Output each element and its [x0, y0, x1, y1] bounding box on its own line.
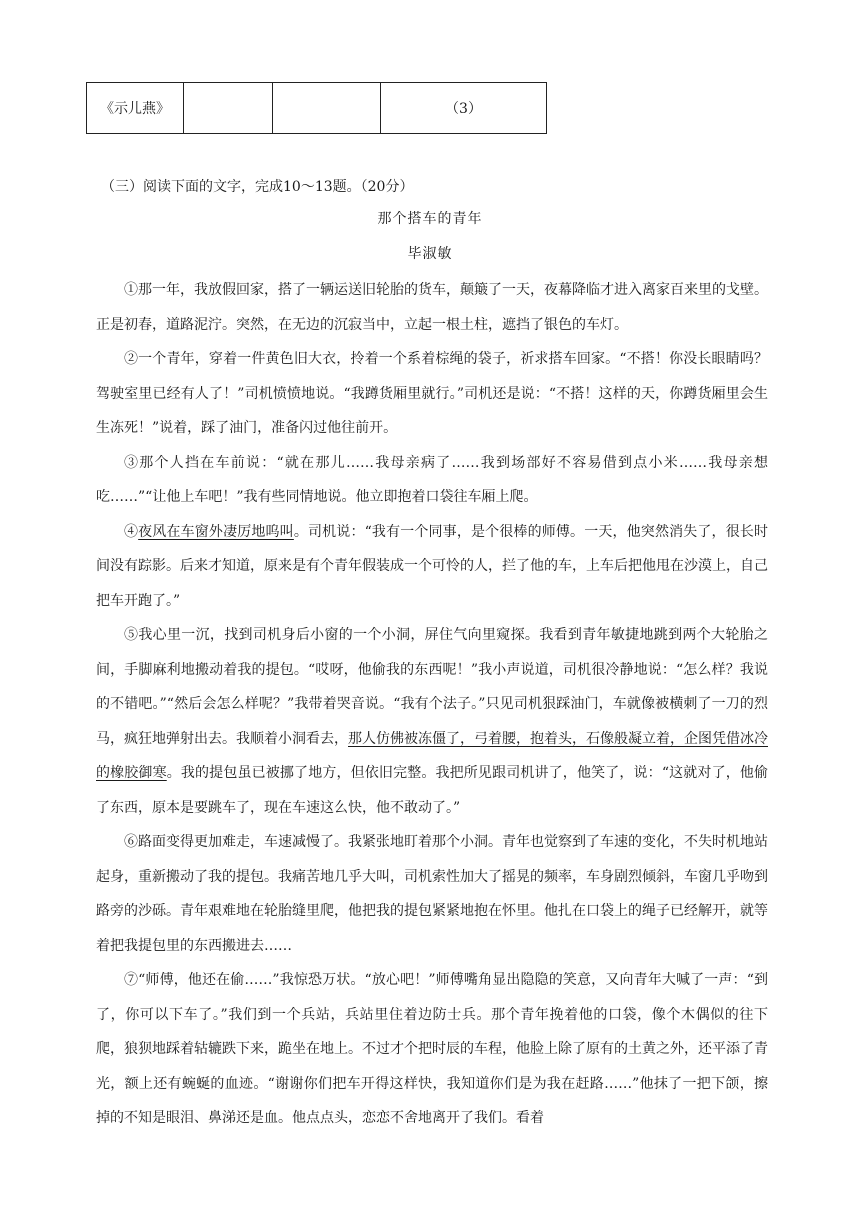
paragraph-text: ①那一年，我放假回家，搭了一辆运送旧轮胎的货车，颠簸了一天，夜幕降临才进入离家百来里的戈壁。正是初春，道路泥泞。突然，在无边的沉寂当中，立起一根土柱，遮挡了银色的车灯。 [96, 282, 768, 333]
article-author: 毕淑敏 [407, 246, 453, 262]
section-header: （三）阅读下面的文字，完成10～13题。（20分） [101, 179, 414, 195]
paragraph-text: ②一个青年，穿着一件黄色旧大衣，拎着一个系着棕绳的袋子，祈求搭车回家。“不搭！你没长眼睛吗？驾驶室里已经有人了！”司机愤愤地说。“我蹲货厢里就行。”司机还是说：“不搭！这样的天，你蹲货厢里会生生冻死！”说着，踩了油门，准备闪过他往前开。 [96, 351, 768, 436]
paragraph-text: ④ [124, 523, 139, 540]
paragraph-text: ⑦“师傅，他还在偷……”我惊恐万状。“放心吧！”师傅嘴角显出隐隐的笑意，又向青年大喊了一声：“到了，你可以下车了。”我们到一个兵站，兵站里住着边防士兵。那个青年挽着他的口袋，像个木偶似的往下爬，狼狈地踩着轱辘跌下来，跪坐在地上。不过才个把时辰的车程，他脸上除了原有的土黄之外，还平添了青光，额上还有蜿蜒的血迹。“谢谢你们把车开得这样快，我知道你们是为我在赶路……”他抹了一把下颌，擦掉的不知是眼泪、鼻涕还是血。他点点头，恋恋不舍地离开了我们。看着 [96, 972, 768, 1126]
article-paragraph [96, 825, 768, 963]
poem-table-fragment [86, 82, 547, 134]
paragraph-text: ⑤我心里一沉，找到司机身后小窗的一个小洞，屏住气向里窥探。我看到青年敏捷地跳到两个大轮胎之间，手脚麻利地搬动着我的提包。“哎呀，他偷我的东西呢！”我小声说道，司机很冷静地说：“怎么样？我说的不错吧。”“然后会怎么样呢？”我带着哭音说。“我有个法子。”只见司机狠踩油门，车就像被横刺了一刀的烈马，疯狂地弹射出去。我顺着小洞看去， [96, 627, 768, 747]
article-paragraph [96, 273, 768, 342]
article-body [96, 273, 768, 1136]
table-row [87, 83, 547, 134]
article-title: 那个搭车的青年 [377, 211, 483, 227]
article-paragraph [96, 618, 768, 825]
article-paragraph [96, 515, 768, 619]
underlined-phrase: 夜风在车窗外凄厉地呜叫 [138, 523, 294, 540]
table-cell-poem-title: 《示儿燕》 [87, 83, 184, 134]
table-cell-empty [273, 83, 381, 134]
article-paragraph [96, 342, 768, 446]
table-cell-empty [184, 83, 273, 134]
paragraph-text: 。我的提包虽已被挪了地方，但依旧完整。我把所见跟司机讲了，他笑了，说：“这就对了，他偷了东西，原本是要跳车了，现在车速这么快，他不敢动了。” [96, 765, 769, 816]
article-paragraph [96, 963, 768, 1136]
paragraph-text: 。司机说：“我有一个同事，是个很棒的师傅。一天，他突然消失了，很长时间没有踪影。后来才知道，原来是有个青年假装成一个可怜的人，拦了他的车，上车后把他甩在沙漠上，自己把车开跑了。” [96, 523, 769, 609]
paragraph-text: ⑥路面变得更加难走，车速减慢了。我紧张地盯着那个小洞。青年也觉察到了车速的变化，不失时机地站起身，重新搬动了我的提包。我痛苦地几乎大叫，司机索性加大了摇晃的频率，车身剧烈倾斜，车窗几乎吻到路旁的沙砾。青年艰难地在轮胎缝里爬，他把我的提包紧紧地抱在怀里。他扎在口袋上的绳子已经解开，就等着把我提包里的东西搬进去…… [96, 834, 768, 954]
article-paragraph [96, 446, 768, 515]
underlined-phrase: 那人仿佛被冻僵了，弓着腰，抱着头，石像般凝立着，企图凭借冰冷的橡胶御寒 [96, 730, 768, 781]
paragraph-text: ③那个人挡在车前说：“就在那儿……我母亲病了……我到场部好不容易借到点小米……我母亲想吃……”“让他上车吧！”我有些同情地说。他立即抱着口袋往车厢上爬。 [96, 454, 768, 505]
table-cell-question-number: （3） [381, 83, 547, 134]
